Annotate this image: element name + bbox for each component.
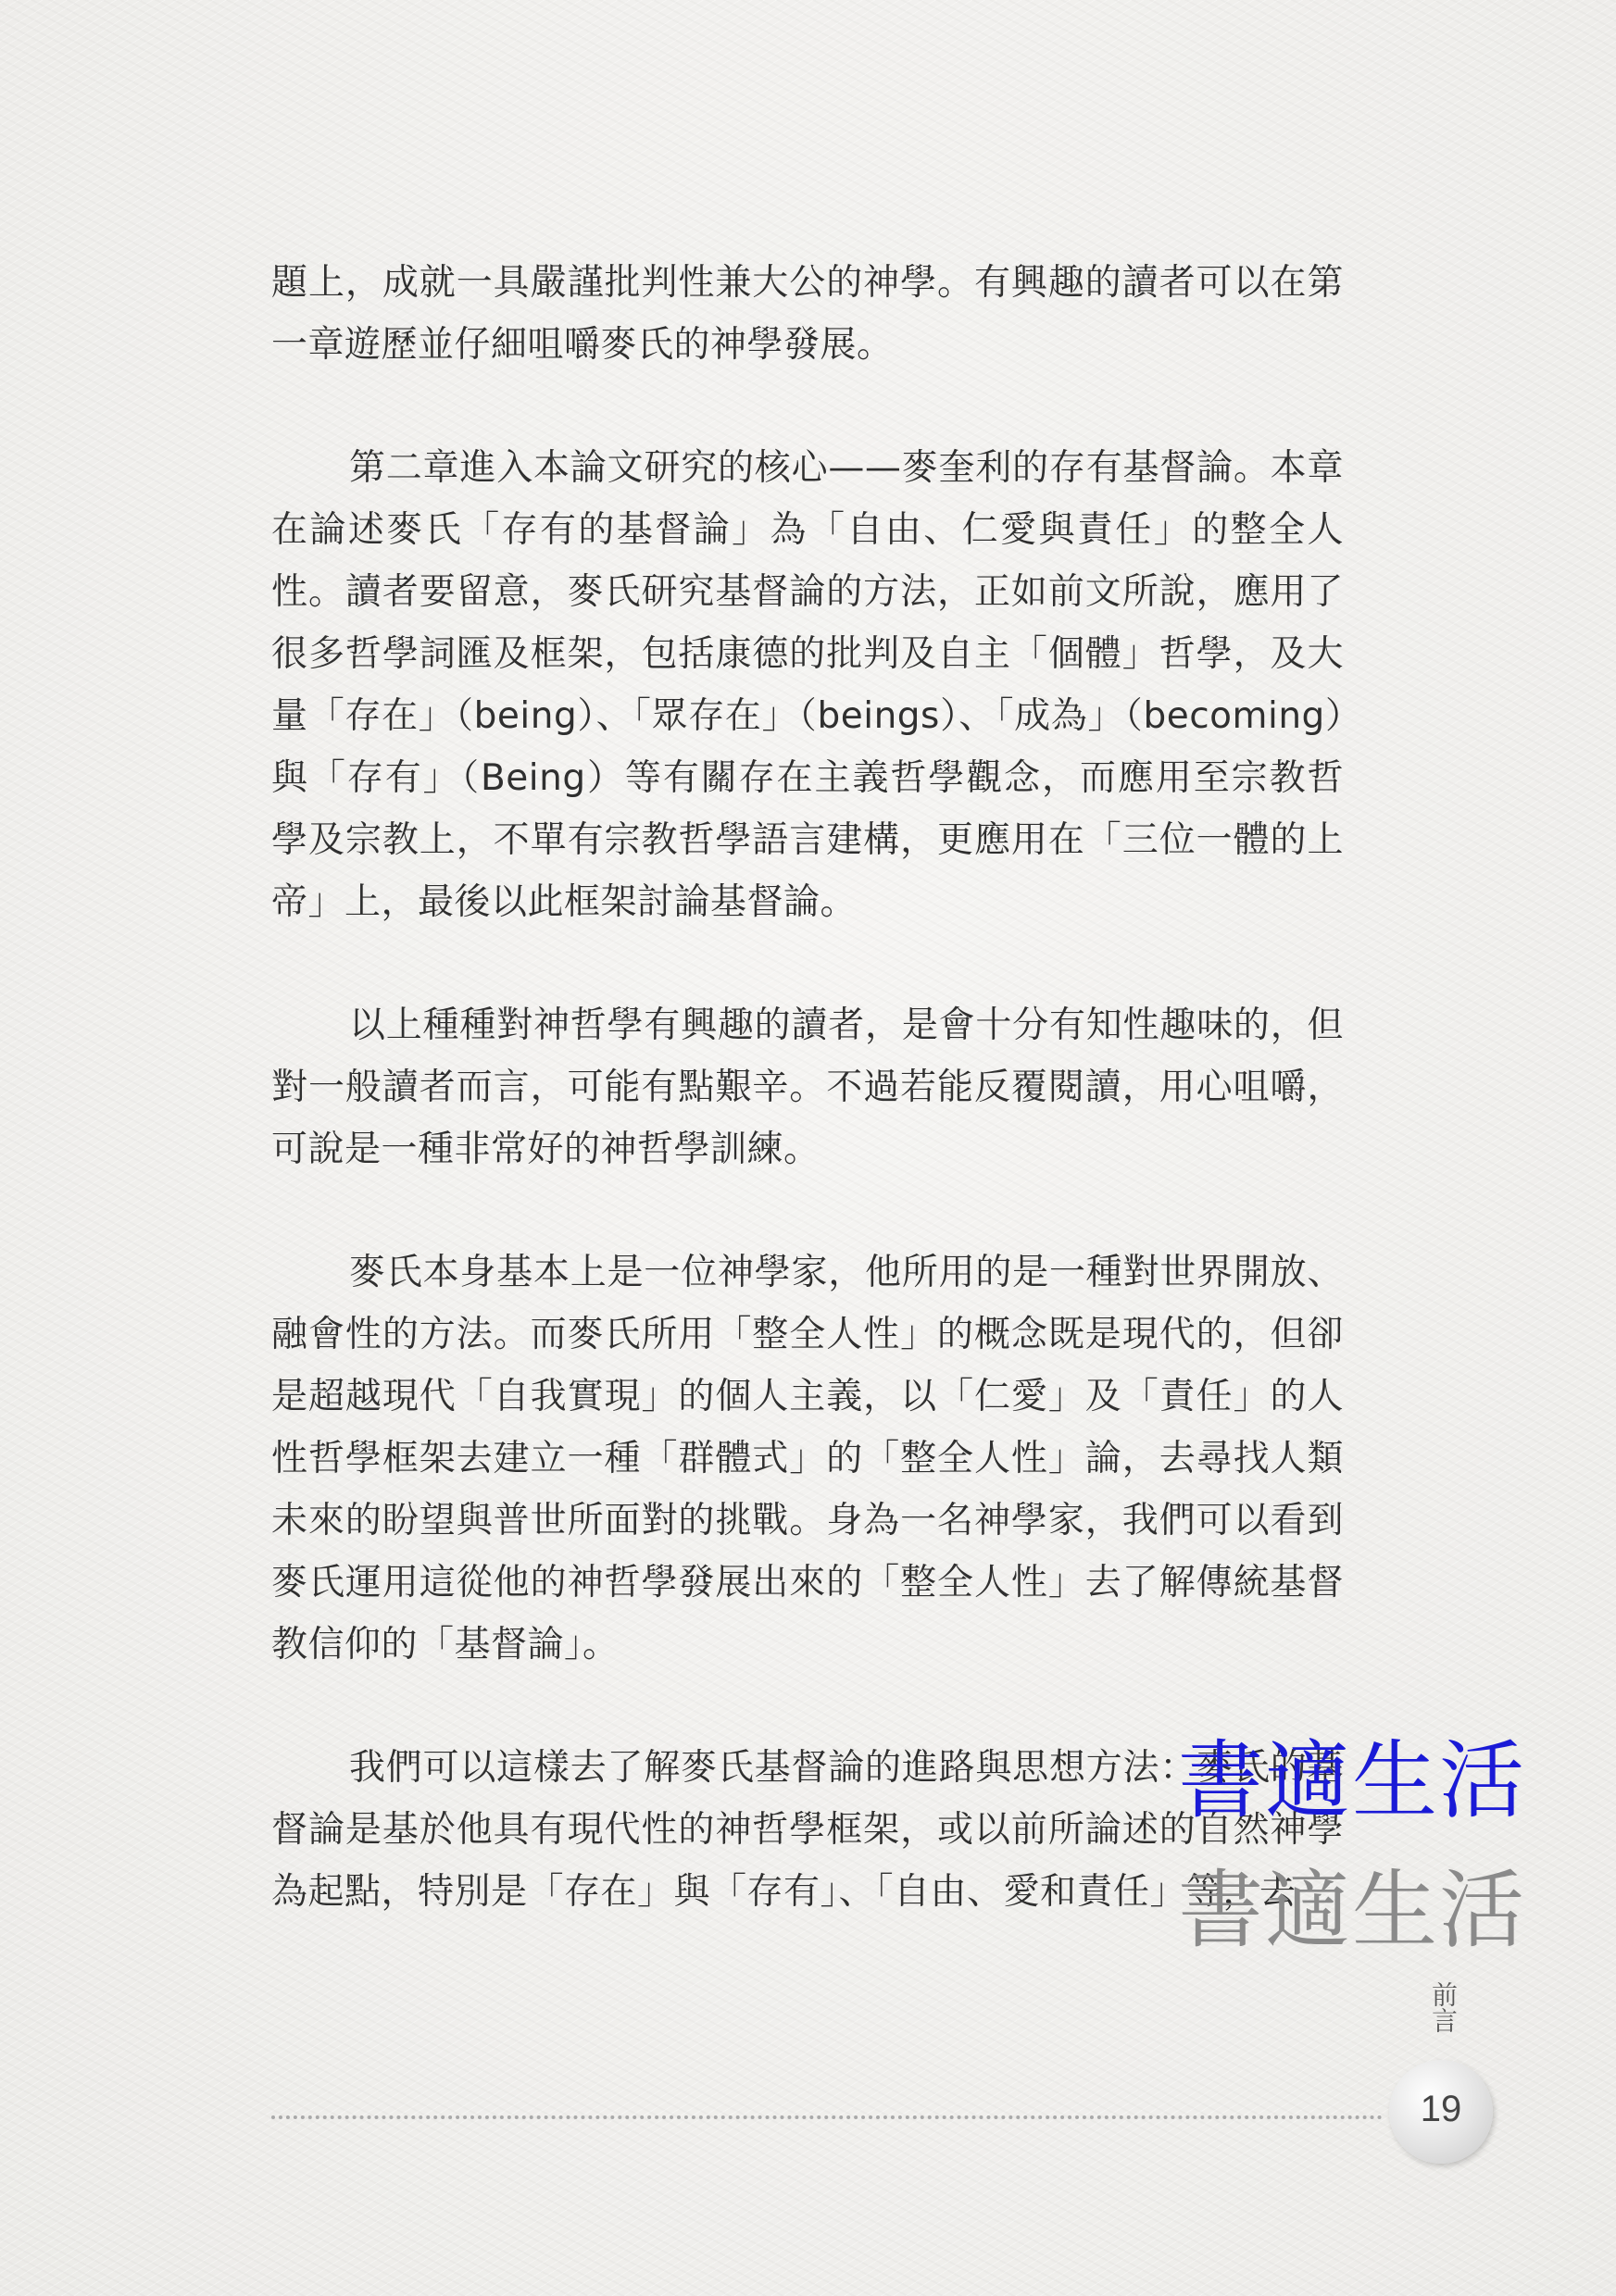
paragraph: 題上，成就一具嚴謹批判性兼大公的神學。有興趣的讀者可以在第一章遊歷並仔細咀嚼麥氏的神學發展。 bbox=[271, 262, 1344, 366]
page-number: 19 bbox=[1420, 2089, 1462, 2129]
section-label: 前言 bbox=[1428, 1981, 1459, 2033]
paragraph: 我們可以這樣去了解麥氏基督論的進路與思想方法：麥氏的基督論是基於他具有現代性的神哲學框架，或以前所論述的自然神學為起點，特別是「存在」與「存有」、「自由、愛和責任」等，去 bbox=[271, 1747, 1344, 1913]
watermark-gray: 書適生活 bbox=[1178, 1861, 1527, 1960]
watermark-blue: 書適生活 bbox=[1178, 1731, 1527, 1830]
paragraph: 第二章進入本論文研究的核心——麥奎利的存有基督論。本章在論述麥氏「存有的基督論」為「自由、仁愛與責任」的整全人性。讀者要留意，麥氏研究基督論的方法，正如前文所說，應用了很多哲學詞匯及框架，包括康德的批判及自主「個體」哲學，及大量「存在」（being）、「眾存在」（beings）、「成為」（becoming）與「存有」（Being）等有關存在主義哲學觀念，而應用至宗教哲學及宗教上，不單有宗教哲學語言建構，更應用在「三位一體的上帝」上，最後以此框架討論基督論。 bbox=[271, 447, 1344, 923]
paragraph: 麥氏本身基本上是一位神學家，他所用的是一種對世界開放、融會性的方法。而麥氏所用「整全人性」的概念既是現代的，但卻是超越現代「自我實現」的個人主義，以「仁愛」及「責任」的人性哲學框架去建立一種「群體式」的「整全人性」論，去尋找人類未來的盼望與普世所面對的挑戰。身為一名神學家，我們可以看到麥氏運用這從他的神哲學發展出來的「整全人性」去了解傳統基督教信仰的「基督論」。 bbox=[271, 1252, 1344, 1666]
footer-dotted-rule bbox=[271, 2115, 1383, 2119]
paragraph: 以上種種對神哲學有興趣的讀者，是會十分有知性趣味的，但對一般讀者而言，可能有點艱辛。不過若能反覆閱讀，用心咀嚼，可說是一種非常好的神哲學訓練。 bbox=[271, 1004, 1344, 1170]
